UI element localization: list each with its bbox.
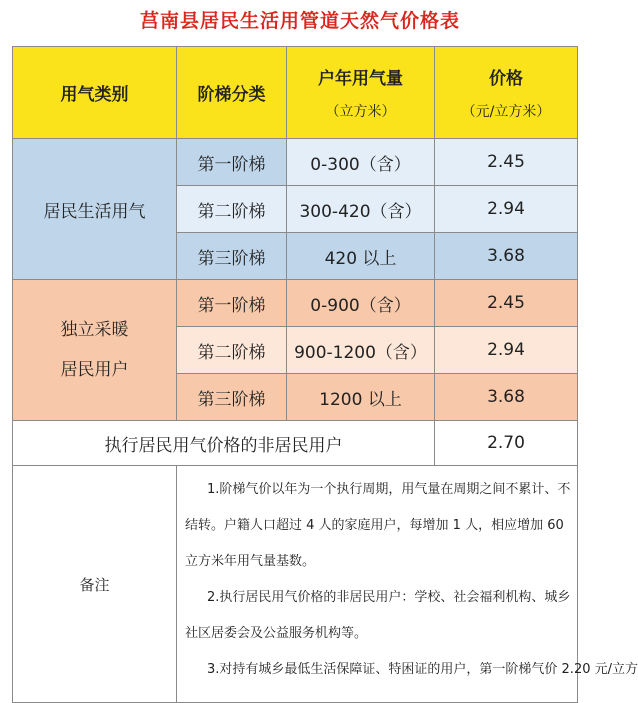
tier-cell: 第三阶梯 [177,374,287,421]
non-residential-label: 执行居民用气价格的非居民用户 [13,421,435,466]
header-volume-unit: （立方米） [325,104,396,120]
header-row [13,47,578,139]
remarks-label: 备注 [13,466,177,703]
header-volume-main: 户年用气量 [318,69,403,89]
header-category: 用气类别 [13,47,177,139]
tier-cell: 第一阶梯 [177,139,287,186]
remark-item: 2.执行居民用气价格的非居民用户：学校、社会福利机构、城乡社区居委会及公益服务机构等。 [185,590,571,641]
volume-cell: 0-300（含） [287,139,435,186]
tier-cell: 第一阶梯 [177,280,287,327]
price-cell: 2.94 [435,186,578,233]
table-row [13,280,578,327]
volume-cell: 300-420（含） [287,186,435,233]
non-residential-price: 2.70 [435,421,578,466]
volume-cell: 1200 以上 [287,374,435,421]
page-title: 莒南县居民生活用管道天然气价格表 [139,10,460,32]
table-row [13,139,578,186]
header-price-main: 价格 [489,69,523,89]
price-cell: 2.94 [435,327,578,374]
volume-cell: 420 以上 [287,233,435,280]
heating-category-line2: 居民用户 [60,360,129,380]
remarks-body [177,466,638,703]
price-cell: 2.45 [435,139,578,186]
non-residential-row [13,421,578,466]
remarks-row [13,466,578,703]
volume-cell: 0-900（含） [287,280,435,327]
price-cell: 2.45 [435,280,578,327]
header-price-unit: （元/立方米） [461,104,551,120]
tier-cell: 第二阶梯 [177,186,287,233]
heating-category-line1: 独立采暖 [60,320,129,340]
tier-cell: 第三阶梯 [177,233,287,280]
price-cell: 3.68 [435,374,578,421]
tier-cell: 第二阶梯 [177,327,287,374]
header-tier: 阶梯分类 [177,47,287,139]
price-table [12,46,638,703]
heating-category [13,280,177,421]
remark-item: 3.对持有城乡最低生活保障证、特困证的用户，第一阶梯气价 2.20 元/立方 [207,662,638,677]
residential-category: 居民生活用气 [13,139,177,280]
header-volume [287,47,435,139]
volume-cell: 900-1200（含） [287,327,435,374]
header-price [435,47,578,139]
price-cell: 3.68 [435,233,578,280]
remark-item: 1.阶梯气价以年为一个执行周期，用气量在周期之间不累计、不结转。户籍人口超过 4 人的家庭用户，每增加 1 人，相应增加 60 立方米年用气量基数。 [185,482,571,569]
